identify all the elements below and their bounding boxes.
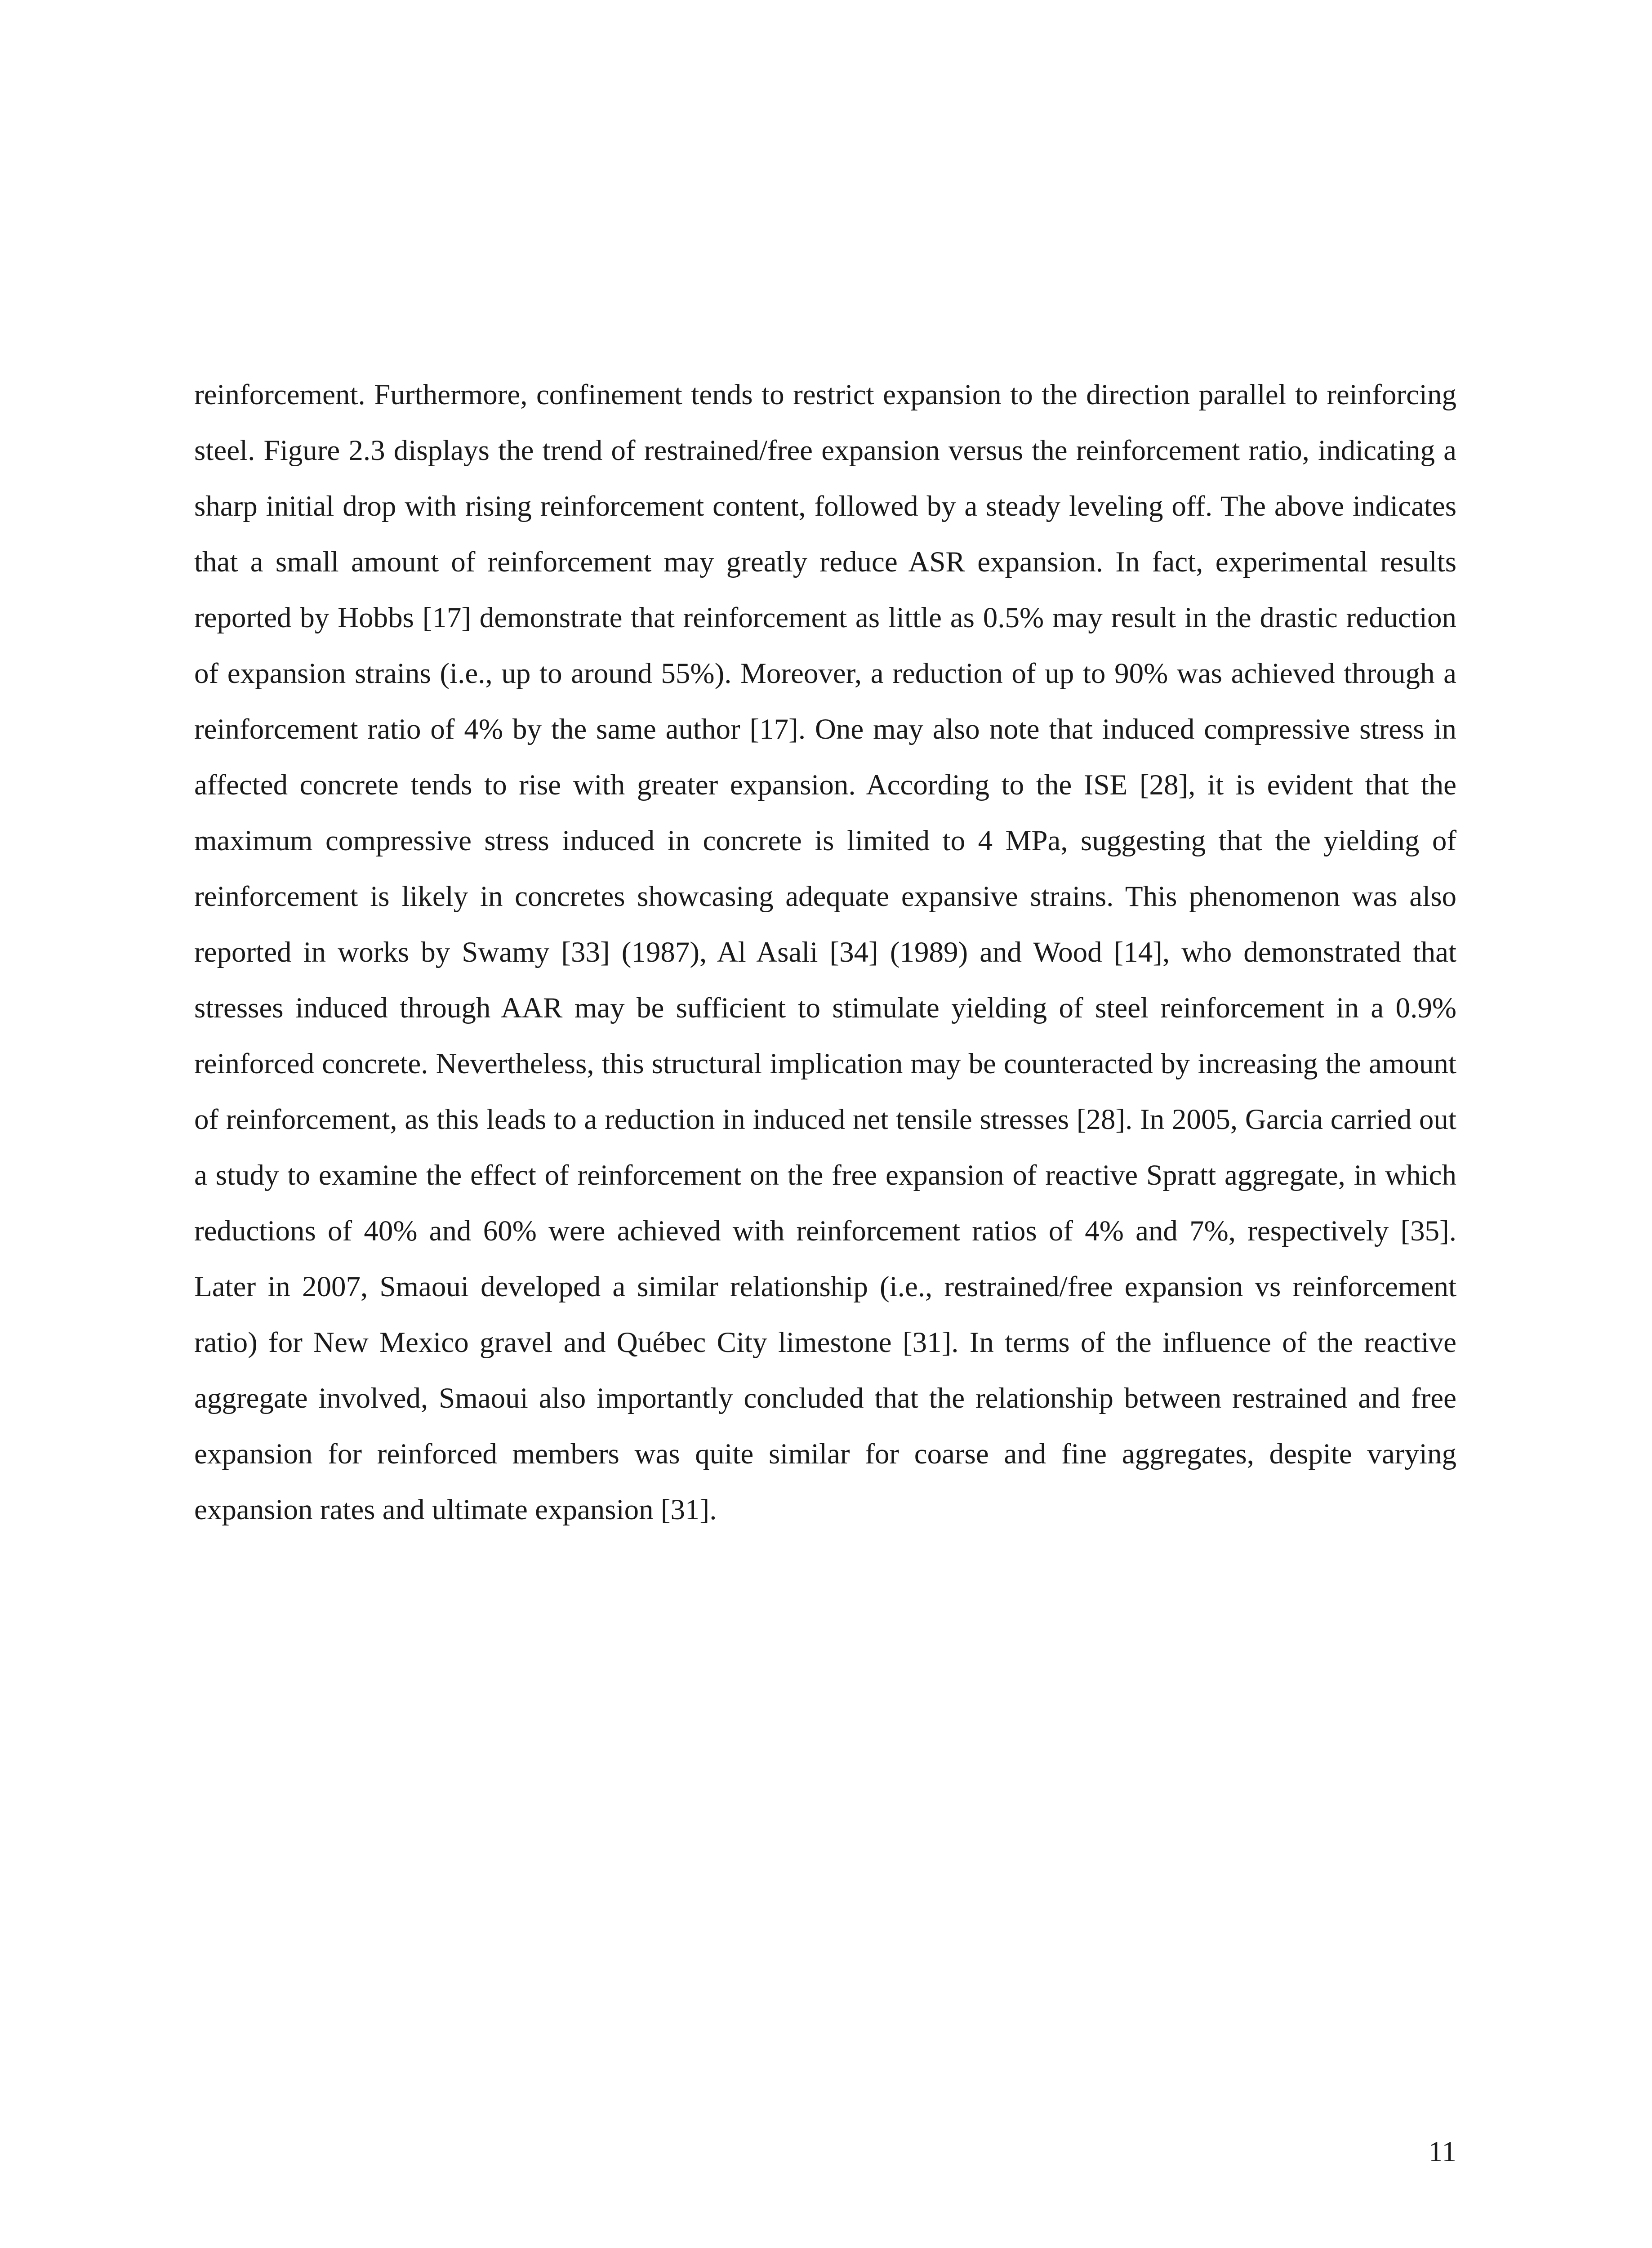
body-paragraph: reinforcement. Furthermore, confinement tends to restrict expansion to the direction parallel to reinforcing steel. Figure 2.3 displays the trend of restrained/free expansion versus the reinforcement ratio, indicating a sharp initial drop with rising reinforcement content, followed by a steady leveling off. The above indicates that a small amount of reinforcement may greatly reduce ASR expansion. In fact, experimental results reported by Hobbs [17] demonstrate that reinforcement as little as 0.5% may result in the drastic reduction of expansion strains (i.e., up to around 55%). Moreover, a reduction of up to 90% was achieved through a reinforcement ratio of 4% by the same author [17]. One may also note that induced compressive stress in affected concrete tends to rise with greater expansion. According to the ISE [28], it is evident that the maximum compressive stress induced in concrete is limited to 4 MPa, suggesting that the yielding of reinforcement is likely in concretes showcasing adequate expansive strains. This phenomenon was also reported in works by Swamy [33] (1987), Al Asali [34] (1989) and Wood [14], who demonstrated that stresses induced through AAR may be sufficient to stimulate yielding of steel reinforcement in a 0.9% reinforced concrete. Nevertheless, this structural implication may be counteracted by increasing the amount of reinforcement, as this leads to a reduction in induced net tensile stresses [28]. In 2005, Garcia carried out a study to examine the effect of reinforcement on the free expansion of reactive Spratt aggregate, in which reductions of 40% and 60% were achieved with reinforcement ratios of 4% and 7%, respectively [35]. Later in 2007, Smaoui developed a similar relationship (i.e., restrained/free expansion vs reinforcement ratio) for New Mexico gravel and Québec City limestone [31]. In terms of the influence of the reactive aggregate involved, Smaoui also importantly concluded that the relationship between restrained and free expansion for reinforced members was quite similar for coarse and fine aggregates, despite varying expansion rates and ultimate expansion [31]. (194, 379, 1456, 1526)
page-number: 11 (1428, 2136, 1456, 2168)
